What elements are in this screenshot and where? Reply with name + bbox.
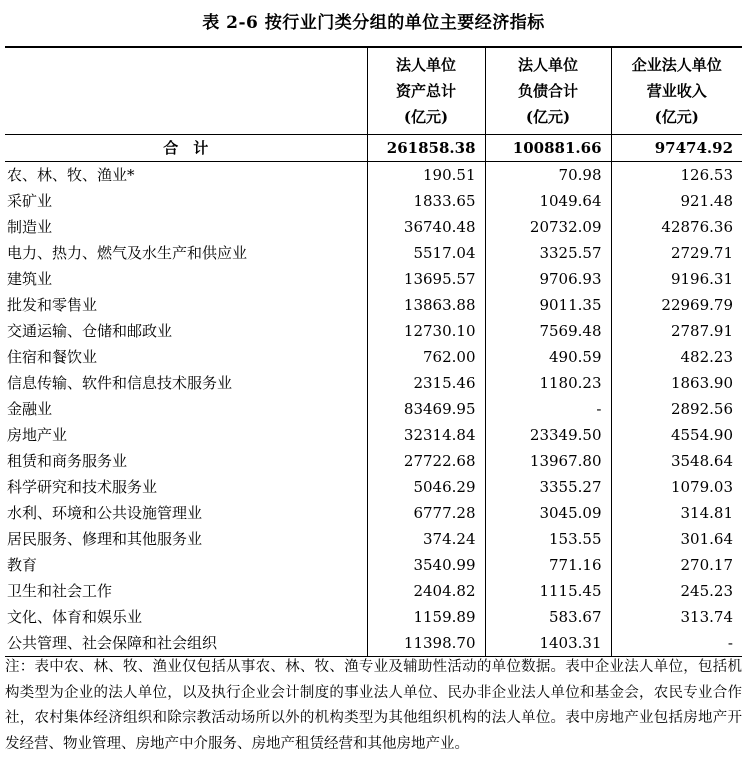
- assets-value: 190.51: [367, 162, 485, 189]
- industry-name: 居民服务、修理和其他服务业: [7, 530, 203, 548]
- table-row: [5, 604, 742, 630]
- liabilities-value: 1049.64: [485, 188, 611, 214]
- industry-name: 房地产业: [7, 426, 68, 444]
- assets-value: 5046.29: [367, 474, 485, 500]
- liabilities-value: 70.98: [485, 162, 611, 189]
- liabilities-value: 771.16: [485, 552, 611, 578]
- industry-name: 农、林、牧、渔业*: [7, 166, 135, 184]
- table-row: [5, 214, 742, 240]
- table-row: [5, 526, 742, 552]
- revenue-value: -: [611, 630, 742, 657]
- assets-value: 12730.10: [367, 318, 485, 344]
- revenue-value: 314.81: [611, 500, 742, 526]
- table-row: [5, 552, 742, 578]
- assets-value: 762.00: [367, 344, 485, 370]
- table-note: 注：表中农、林、牧、渔业仅包括从事农、林、牧、渔专业及辅助性活动的单位数据。表中企业法人单位，包括机构类型为企业的法人单位，以及执行企业会计制度的事业法人单位、民办非企业法人单位和基金会，农民专业合作社，农村集体经济组织和除宗教活动场所以外的机构类型为其他组织机构的法人单位。表中房地产业包括房地产开发经营、物业管理、房地产中介服务、房地产租赁经营和其他房地产业。: [5, 659, 742, 752]
- table-row: [5, 240, 742, 266]
- table-row: [5, 630, 742, 657]
- assets-value: 1833.65: [367, 188, 485, 214]
- assets-value: 5517.04: [367, 240, 485, 266]
- industry-name: 交通运输、仓储和邮政业: [7, 322, 173, 340]
- table-row: [5, 474, 742, 500]
- industry-name: 卫生和社会工作: [7, 582, 113, 600]
- industry-name: 信息传输、软件和信息技术服务业: [7, 374, 233, 392]
- revenue-value: 4554.90: [611, 422, 742, 448]
- table-row: [5, 422, 742, 448]
- liabilities-value: 583.67: [485, 604, 611, 630]
- revenue-value: 2892.56: [611, 396, 742, 422]
- header-line: 资产总计: [395, 82, 456, 100]
- table-row: [5, 188, 742, 214]
- header-line: 企业法人单位: [631, 56, 722, 74]
- industry-name: 建筑业: [7, 270, 53, 288]
- liabilities-value: 3325.57: [485, 240, 611, 266]
- total-row: [5, 135, 742, 162]
- revenue-value: 1079.03: [611, 474, 742, 500]
- liabilities-value: 490.59: [485, 344, 611, 370]
- liabilities-value: 9706.93: [485, 266, 611, 292]
- liabilities-value: 7569.48: [485, 318, 611, 344]
- table-row: [5, 318, 742, 344]
- revenue-value: 126.53: [611, 162, 742, 189]
- industry-name: 制造业: [7, 218, 53, 236]
- assets-value: 3540.99: [367, 552, 485, 578]
- liabilities-value: 3045.09: [485, 500, 611, 526]
- table-row: [5, 292, 742, 318]
- industry-name: 文化、体育和娱乐业: [7, 608, 143, 626]
- header-row: [5, 47, 742, 135]
- industry-name: 金融业: [7, 400, 53, 418]
- indicator-table: [5, 46, 742, 657]
- total-liabilities: 100881.66: [485, 135, 611, 162]
- table-row: [5, 396, 742, 422]
- liabilities-value: 20732.09: [485, 214, 611, 240]
- header-unit: (亿元): [525, 108, 571, 126]
- table-row: [5, 344, 742, 370]
- assets-value: 374.24: [367, 526, 485, 552]
- header-line: 法人单位: [395, 56, 456, 74]
- liabilities-value: 23349.50: [485, 422, 611, 448]
- liabilities-value: 3355.27: [485, 474, 611, 500]
- industry-name: 住宿和餐饮业: [7, 348, 98, 366]
- total-revenue: 97474.92: [611, 135, 742, 162]
- header-line: 法人单位: [517, 56, 578, 74]
- revenue-value: 270.17: [611, 552, 742, 578]
- assets-value: 27722.68: [367, 448, 485, 474]
- assets-value: 36740.48: [367, 214, 485, 240]
- revenue-value: 301.64: [611, 526, 742, 552]
- industry-name: 电力、热力、燃气及水生产和供应业: [7, 244, 248, 262]
- revenue-value: 22969.79: [611, 292, 742, 318]
- table-row: [5, 266, 742, 292]
- table-row: [5, 578, 742, 604]
- industry-name: 水利、环境和公共设施管理业: [7, 504, 203, 522]
- header-liabilities: [485, 47, 611, 135]
- revenue-value: 9196.31: [611, 266, 742, 292]
- total-assets: 261858.38: [367, 135, 485, 162]
- header-assets: [367, 47, 485, 135]
- revenue-value: 42876.36: [611, 214, 742, 240]
- liabilities-value: 153.55: [485, 526, 611, 552]
- header-line: 营业收入: [646, 82, 707, 100]
- revenue-value: 921.48: [611, 188, 742, 214]
- assets-value: 83469.95: [367, 396, 485, 422]
- assets-value: 6777.28: [367, 500, 485, 526]
- industry-name: 租赁和商务服务业: [7, 452, 128, 470]
- assets-value: 13863.88: [367, 292, 485, 318]
- assets-value: 32314.84: [367, 422, 485, 448]
- header-unit: (亿元): [403, 108, 449, 126]
- liabilities-value: 1115.45: [485, 578, 611, 604]
- liabilities-value: 1403.31: [485, 630, 611, 657]
- liabilities-value: 1180.23: [485, 370, 611, 396]
- liabilities-value: -: [485, 396, 611, 422]
- table-row: [5, 370, 742, 396]
- assets-value: 1159.89: [367, 604, 485, 630]
- revenue-value: 3548.64: [611, 448, 742, 474]
- revenue-value: 245.23: [611, 578, 742, 604]
- industry-name: 教育: [7, 556, 38, 574]
- industry-name: 批发和零售业: [7, 296, 98, 314]
- revenue-value: 1863.90: [611, 370, 742, 396]
- total-label: 合 计: [5, 135, 367, 162]
- header-unit: (亿元): [654, 108, 699, 126]
- assets-value: 11398.70: [367, 630, 485, 657]
- table-row: [5, 448, 742, 474]
- industry-name: 公共管理、社会保障和社会组织: [5, 630, 367, 657]
- liabilities-value: 9011.35: [485, 292, 611, 318]
- table-row: [5, 500, 742, 526]
- revenue-value: 313.74: [611, 604, 742, 630]
- revenue-value: 2787.91: [611, 318, 742, 344]
- revenue-value: 2729.71: [611, 240, 742, 266]
- assets-value: 2404.82: [367, 578, 485, 604]
- assets-value: 2315.46: [367, 370, 485, 396]
- liabilities-value: 13967.80: [485, 448, 611, 474]
- header-line: 负债合计: [517, 82, 578, 100]
- table-row: [5, 162, 742, 189]
- revenue-value: 482.23: [611, 344, 742, 370]
- industry-name: 采矿业: [7, 192, 53, 210]
- header-revenue: [611, 47, 742, 135]
- industry-name: 科学研究和技术服务业: [7, 478, 158, 496]
- assets-value: 13695.57: [367, 266, 485, 292]
- header-blank-cell: [5, 47, 367, 135]
- table-title: 表 2-6 按行业门类分组的单位主要经济指标: [202, 13, 545, 33]
